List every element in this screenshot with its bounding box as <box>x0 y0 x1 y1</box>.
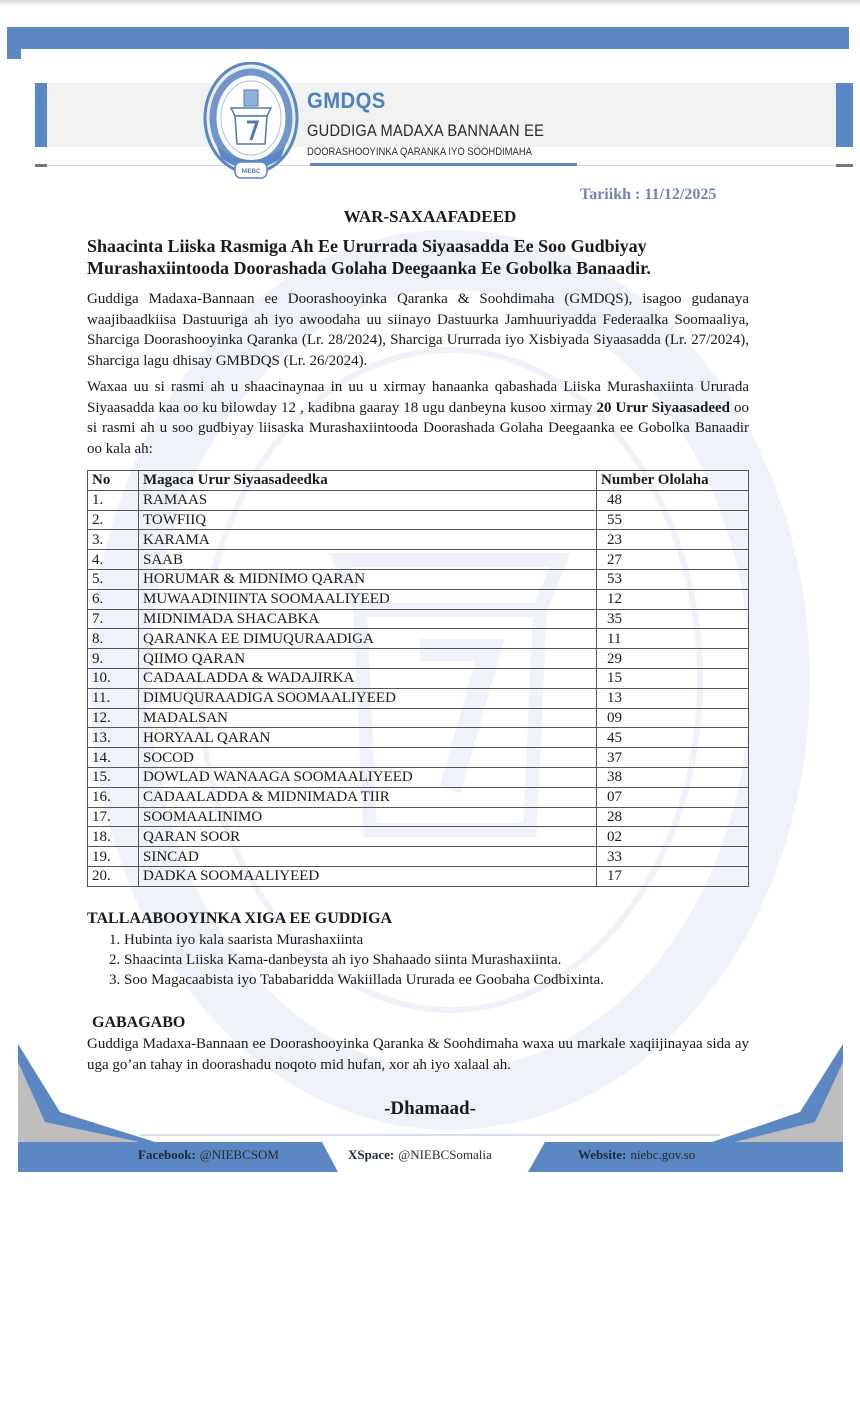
table-row <box>88 510 749 530</box>
table-row <box>88 530 749 550</box>
party-name: MIDNIMADA SHACABKA <box>139 609 597 629</box>
table-row <box>88 629 749 649</box>
document-date: Tariikh : 11/12/2025 <box>580 186 717 203</box>
footer-facebook[interactable] <box>138 1147 279 1163</box>
campaign-number: 55 <box>597 510 749 530</box>
announcement-text-a: Waxaa uu si rasmi ah u shaacinaynaa in uu u xirmay hanaanka qabashada Liiska Murashaxiinta Ururada Siyaasadda kaa oo ku bilowday 12 , kadibna gaaray 18 ugu danbeyna kusoo xirmay <box>87 379 749 416</box>
campaign-number: 17 <box>597 866 749 886</box>
announcement-text-b: oo si rasmi ah u soo gudbiyay liisaska Murashaxiintooda Doorashada Golaha Deegaanka ee Gobolka Banaadir oo kala ah: <box>87 399 749 457</box>
announcement-paragraph <box>87 377 749 459</box>
table-row <box>88 550 749 570</box>
table-body <box>88 490 749 886</box>
campaign-number: 37 <box>597 748 749 768</box>
brand-underline <box>310 163 577 166</box>
table-row <box>88 847 749 867</box>
row-number: 10. <box>88 668 139 688</box>
conclusion-heading: GABAGABO <box>92 1014 186 1031</box>
brand-abbreviation: GMDQS <box>307 88 386 113</box>
row-number: 16. <box>88 787 139 807</box>
conclusion-text: Guddiga Madaxa-Bannaan ee Doorashooyinka Qaranka & Soohdimaha waxa uu markale xaqiijinayaa sida ay uga go’an tahay in doorashadu noqoto mid hufan, xor ah iyo xalaal ah. <box>87 1036 749 1073</box>
table-row <box>88 589 749 609</box>
campaign-number: 27 <box>597 550 749 570</box>
table-row <box>88 827 749 847</box>
brand-name-line1: GUDDIGA MADAXA BANNAAN EE <box>307 121 545 140</box>
page-top-shadow <box>0 0 860 6</box>
facebook-handle[interactable]: @NIEBCSOM <box>199 1147 279 1162</box>
row-number: 12. <box>88 708 139 728</box>
campaign-number: 33 <box>597 847 749 867</box>
table-row <box>88 807 749 827</box>
campaign-number: 13 <box>597 688 749 708</box>
niebc-logo-icon <box>203 62 299 186</box>
campaign-number: 29 <box>597 649 749 669</box>
header-top-bar-tab <box>7 49 21 59</box>
header-band-right-accent <box>836 83 853 147</box>
table-row <box>88 748 749 768</box>
campaign-number: 09 <box>597 708 749 728</box>
party-name: CADAALADDA & WADAJIRKA <box>139 668 597 688</box>
party-name: DOWLAD WANAAGA SOOMAALIYEED <box>139 767 597 787</box>
table-header-row <box>88 471 749 491</box>
row-number: 4. <box>88 550 139 570</box>
row-number: 13. <box>88 728 139 748</box>
row-number: 2. <box>88 510 139 530</box>
header-rule-right <box>836 164 853 167</box>
header-party-name: Magaca Urur Siyaasadeedka <box>139 471 597 491</box>
party-name: CADAALADDA & MIDNIMADA TIIR <box>139 787 597 807</box>
campaign-number: 02 <box>597 827 749 847</box>
next-step-item: 1. Hubinta iyo kala saarista Murashaxiinta <box>124 930 604 950</box>
campaign-number: 35 <box>597 609 749 629</box>
announcement-highlight: 20 Urur Siyaasadeed <box>596 399 730 416</box>
facebook-label: Facebook: <box>138 1147 196 1162</box>
footer-xspace[interactable] <box>348 1147 492 1163</box>
parties-table <box>87 470 749 887</box>
logo-label: NIEBC <box>241 169 261 175</box>
campaign-number: 48 <box>597 490 749 510</box>
header-top-bar <box>7 27 849 49</box>
header-band-left-accent <box>35 83 47 147</box>
website-link[interactable]: niebc.gov.so <box>630 1147 696 1162</box>
campaign-number: 28 <box>597 807 749 827</box>
campaign-number: 53 <box>597 569 749 589</box>
row-number: 19. <box>88 847 139 867</box>
header-campaign-number: Number Ololaha <box>597 471 749 491</box>
website-label: Website: <box>578 1147 627 1162</box>
party-name: MUWAADINIINTA SOOMAALIYEED <box>139 589 597 609</box>
row-number: 9. <box>88 649 139 669</box>
row-number: 11. <box>88 688 139 708</box>
next-step-item: 2. Shaacinta Liiska Kama-danbeysta ah iyo Shahaado siinta Murashaxiinta. <box>124 950 604 970</box>
row-number: 1. <box>88 490 139 510</box>
row-number: 17. <box>88 807 139 827</box>
party-name: RAMAAS <box>139 490 597 510</box>
campaign-number: 23 <box>597 530 749 550</box>
next-step-item: 3. Soo Magacaabista iyo Tababaridda Wakiillada Ururada ee Goobaha Codbixinta. <box>124 970 604 990</box>
header-no: No <box>88 471 139 491</box>
party-name: SINCAD <box>139 847 597 867</box>
row-number: 8. <box>88 629 139 649</box>
table-row <box>88 708 749 728</box>
party-name: TOWFIIQ <box>139 510 597 530</box>
row-number: 3. <box>88 530 139 550</box>
party-name: SOCOD <box>139 748 597 768</box>
row-number: 7. <box>88 609 139 629</box>
party-name: QARAN SOOR <box>139 827 597 847</box>
campaign-number: 07 <box>597 787 749 807</box>
party-name: QARANKA EE DIMUQURAADIGA <box>139 629 597 649</box>
table-row <box>88 787 749 807</box>
intro-paragraph: Guddiga Madaxa-Bannaan ee Doorashooyinka Qaranka & Soohdimaha (GMDQS), isagoo gudanaya waajibaadkiisa Dastuuriga ah iyo awoodaha uu siinayo Dastuurka Jamhuuriyadda Federaalka Soomaaliya, Sharciga Doorashooyinka Qaranka (Lr. 28/2024), Sharciga Ururrada iyo Xisbiyada Siyaasadda (Lr. 27/2024), Sharciga lagu dhisay GMBDQS (Lr. 26/2024). <box>87 291 749 369</box>
party-name: SOOMAALINIMO <box>139 807 597 827</box>
brand-name-line2: DOORASHOOYINKA QARANKA IYO SOOHDIMAHA <box>307 146 532 158</box>
row-number: 18. <box>88 827 139 847</box>
campaign-number: 11 <box>597 629 749 649</box>
document-title: WAR-SAXAAFADEED <box>343 207 517 226</box>
next-steps-list <box>94 930 604 990</box>
party-name: HORYAAL QARAN <box>139 728 597 748</box>
end-marker: -Dhamaad- <box>384 1098 476 1119</box>
next-steps-heading: TALLAABOOYINKA XIGA EE GUDDIGA <box>87 910 393 927</box>
table-row <box>88 569 749 589</box>
table-row <box>88 490 749 510</box>
party-name: SAAB <box>139 550 597 570</box>
row-number: 6. <box>88 589 139 609</box>
row-number: 5. <box>88 569 139 589</box>
xspace-handle[interactable]: @NIEBCSomalia <box>398 1147 492 1162</box>
header-rule-left <box>35 164 47 167</box>
row-number: 14. <box>88 748 139 768</box>
footer-website[interactable] <box>578 1147 695 1163</box>
table-row <box>88 609 749 629</box>
party-name: QIIMO QARAN <box>139 649 597 669</box>
document-subtitle <box>87 235 767 279</box>
table-row <box>88 688 749 708</box>
table-row <box>88 728 749 748</box>
campaign-number: 12 <box>597 589 749 609</box>
party-name: HORUMAR & MIDNIMO QARAN <box>139 569 597 589</box>
subtitle-line-1: Shaacinta Liiska Rasmiga Ah Ee Ururrada Siyaasadda Ee Soo Gudbiyay <box>87 236 647 256</box>
subtitle-line-2: Murashaxiintooda Doorashada Golaha Deegaanka Ee Gobolka Banaadir. <box>87 258 651 278</box>
table-row <box>88 767 749 787</box>
xspace-label: XSpace: <box>348 1147 395 1162</box>
campaign-number: 15 <box>597 668 749 688</box>
party-name: DIMUQURAADIGA SOOMAALIYEED <box>139 688 597 708</box>
table-row <box>88 668 749 688</box>
party-name: MADALSAN <box>139 708 597 728</box>
row-number: 15. <box>88 767 139 787</box>
campaign-number: 45 <box>597 728 749 748</box>
row-number: 20. <box>88 866 139 886</box>
campaign-number: 38 <box>597 767 749 787</box>
table-row <box>88 649 749 669</box>
table-row <box>88 866 749 886</box>
party-name: DADKA SOOMAALIYEED <box>139 866 597 886</box>
party-name: KARAMA <box>139 530 597 550</box>
